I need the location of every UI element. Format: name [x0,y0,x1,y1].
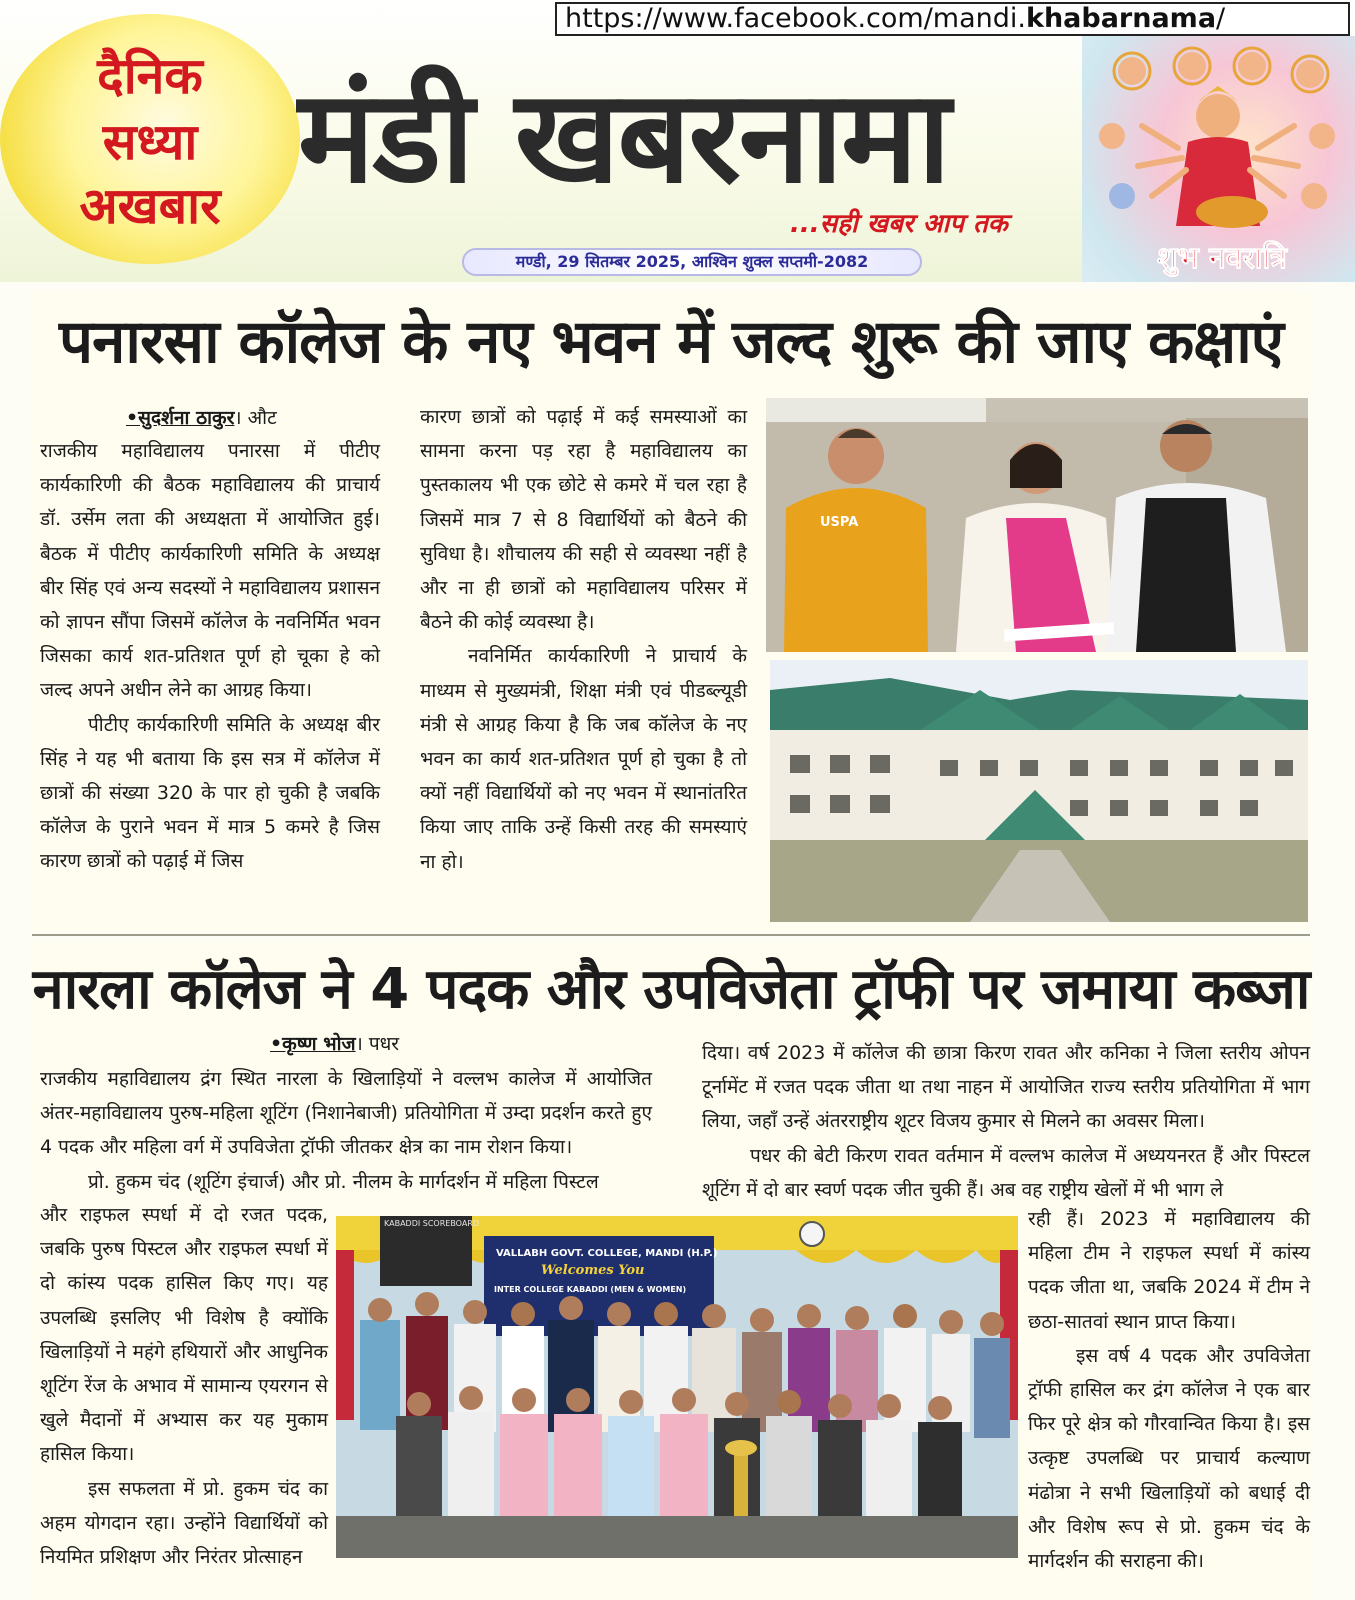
badge-line-3: अखबार [79,177,221,235]
article1-col2-para-2: नवनिर्मित कार्यकारिणी ने प्राचार्य के माध्यम से मुख्यमंत्री, शिक्षा मंत्री एवं पीडब्ल्यूडी मंत्री से आग्रह किया है कि जब कॉलेज के नए भवन का कार्य शत-प्रतिशत पूर्ण हो चुका है तो क्यों नहीं विद्यार्थियों को नए भवन में स्थानांतरित किया जाए ताकि उन्हें किसी तरह की समस्याएं ना हो। [420,645,747,873]
memorandum-handover-photo [766,398,1308,652]
building-illustration [770,660,1308,922]
shirt-logo-text: USPA [820,515,859,530]
article-divider [32,934,1310,936]
navratri-greeting: शुभ नवरात्रि [1157,241,1287,276]
article2-right-para-2: पधर की बेटी किरण रावत वर्तमान में वल्लभ कालेज में अध्ययनरत हैं और पिस्टल शूटिंग में दो बार स्वर्ण पदक जीत चुकी हैं। अब वह राष्ट्रीय खेलों में भी भाग ले [702,1144,1310,1201]
article2-narrow-left-para-1: और राइफल स्पर्धा में दो रजत पदक, जबकि पुरुष पिस्टल और राइफल स्पर्धा में दो कांस्य पदक हासिल किए गए। यह उपलब्धि इसलिए भी विशेष है क्योंकि खिलाड़ियों ने महंगे हथियारों और आधुनिक शूटिंग रेंज के अभाव में सामान्य एयरगन से खुले मैदानों में अभ्यास कर यह मुकाम हासिल किया। [40,1204,328,1466]
facebook-url[interactable]: https://www.facebook.com/mandi.khabarnama/ [555,2,1350,36]
article2-narrow-right-para-1: रही हैं। 2023 में महाविद्यालय की महिला टीम ने राइफल स्पर्धा में कांस्य पदक जीता था, जबकि 2024 में टीम ने छठा-सातवां स्थान प्राप्त किया। [1028,1208,1310,1333]
shooting-team-group-photo [336,1216,1018,1558]
article2-wide-right-column [702,1036,1310,1207]
article2-narrow-left-para-2: इस सफलता में प्रो. हुकम चंद का अहम योगदान रहा। उन्होंने विद्यार्थियों को नियमित प्रशिक्षण और निरंतर प्रोत्साहन [40,1477,328,1569]
article2-byline [270,1030,399,1056]
article2-narrow-right-column [1028,1202,1310,1578]
badge-line-2: सध्या [102,113,198,171]
banner-college-name: VALLABH GOVT. COLLEGE, MANDI (H.P.) [496,1248,718,1259]
article1-headline: पनारसा कॉलेज के नए भवन में जल्द शुरू की जाए कक्षाएं [59,307,1283,377]
tagline: ...सही खबर आप तक [790,209,1008,239]
article2-byline-place: । पधर [355,1033,400,1055]
article1-byline-place: । औट [234,407,277,429]
article1-column-2 [420,400,747,879]
article1-column-1 [40,434,380,879]
badge-line-1: दैनिक [97,47,203,105]
article1-col1-para-1: राजकीय महाविद्यालय पनारसा में पीटीए कार्यकारिणी की बैठक महाविद्यालय की प्राचार्य डॉ. उर्सेम लता की अध्यक्षता में आयोजित हुई। बैठक में पीटीए कार्यकारिणी समिति के अध्यक्ष बीर सिंह एवं अन्य सदस्यों ने महाविद्यालय प्रशासन को ज्ञापन सौंपा जिसमें कॉलेज के नवनिर्मित भवन जिसका कार्य शत-प्रतिशत पूर्ण हो चूका हे को जल्द अपने अधीन लेने का आग्रह किया। [40,440,380,702]
daily-evening-badge [0,14,300,264]
article2-narrow-right-para-2: इस वर्ष 4 पदक और उपविजेता ट्रॉफी हासिल कर द्रंग कॉलेज ने एक बार फिर पूरे क्षेत्र को गौरवान्वित किया है। इस उत्कृष्ट उपलब्धि पर प्राचार्य कल्याण मंढोत्रा ने सभी खिलाड़ियों को बधाई दी और विशेष रूप से प्रो. हुकम चंद के मार्गदर्शन की सराहना की। [1028,1344,1310,1573]
article1-byline-name: •सुदर्शना ठाकुर [126,407,235,429]
dateline: मण्डी, 29 सितम्बर 2025, आश्विन शुक्ल सप्तमी-2082 [462,248,922,276]
article1-byline [126,404,277,430]
article2-wide-left-column [40,1062,652,1199]
navratri-goddess-image [1082,36,1355,282]
banner-welcome: Welcomes You [541,1263,645,1278]
article2-narrow-left-column [40,1198,328,1574]
article2-headline: नारला कॉलेज ने 4 पदक और उपविजेता ट्रॉफी पर जमाया कब्जा [32,957,1310,1022]
article1-col2-para-1: कारण छात्रों को पढ़ाई में कई समस्याओं का सामना करना पड़ रहा है महाविद्यालय का पुस्तकालय भी एक छोटे से कमरे में चल रहा है जिसमें मात्र 7 से 8 विद्यार्थियों को बैठने की सुविधा है। शौचालय की सही से व्यवस्था नहीं है और ना ही छात्रों को महाविद्यालय परिसर में बैठने की कोई व्यवस्था है। [420,406,747,634]
masthead [0,0,1355,282]
scoreboard-text: KABADDI SCOREBOARD [384,1219,480,1228]
memorandum-photo-illustration [766,398,1308,652]
article1-col1-para-2: पीटीए कार्यकारिणी समिति के अध्यक्ष बीर सिंह ने यह भी बताया कि इस सत्र में कॉलेज में छात्रों की संख्या 320 के पार हो चुकी है जबकि कॉलेज के पुराने भवन में मात्र 5 कमरे है जिस कारण छात्रों को पढ़ाई में जिस [40,713,380,873]
college-building-photo [770,660,1308,922]
article2-right-para-1: दिया। वर्ष 2023 में कॉलेज की छात्रा किरण रावत और कनिका ने जिला स्तरीय ओपन टूर्नामेंट में रजत पदक जीता था तथा नाहन में आयोजित राज्य स्तरीय प्रतियोगिता में भाग लिया, जहाँ उन्हें अंतरराष्ट्रीय शूटर विजय कुमार से मिलने का अवसर मिला। [702,1042,1310,1133]
article2-byline-name: •कृष्ण भोज [270,1033,356,1055]
banner-event-name: INTER COLLEGE KABADDI (MEN & WOMEN) [494,1285,687,1294]
group-photo-illustration [336,1216,1018,1558]
newspaper-title: मंडी खबरनामा [298,63,949,212]
article2-wide-para-1: राजकीय महाविद्यालय द्रंग स्थित नारला के खिलाड़ियों ने वल्लभ कालेज में आयोजित अंतर-महाविद्यालय पुरुष-महिला शूटिंग (निशानेबाजी) प्रतियोगिता में उम्दा प्रदर्शन करते हुए 4 पदक और महिला वर्ग में उपविजेता ट्रॉफी जीतकर क्षेत्र का नाम रोशन किया। [40,1068,652,1159]
article2-wide-para-2: प्रो. हुकम चंद (शूटिंग इंचार्ज) और प्रो. नीलम के मार्गदर्शन में महिला पिस्टल [88,1170,599,1193]
